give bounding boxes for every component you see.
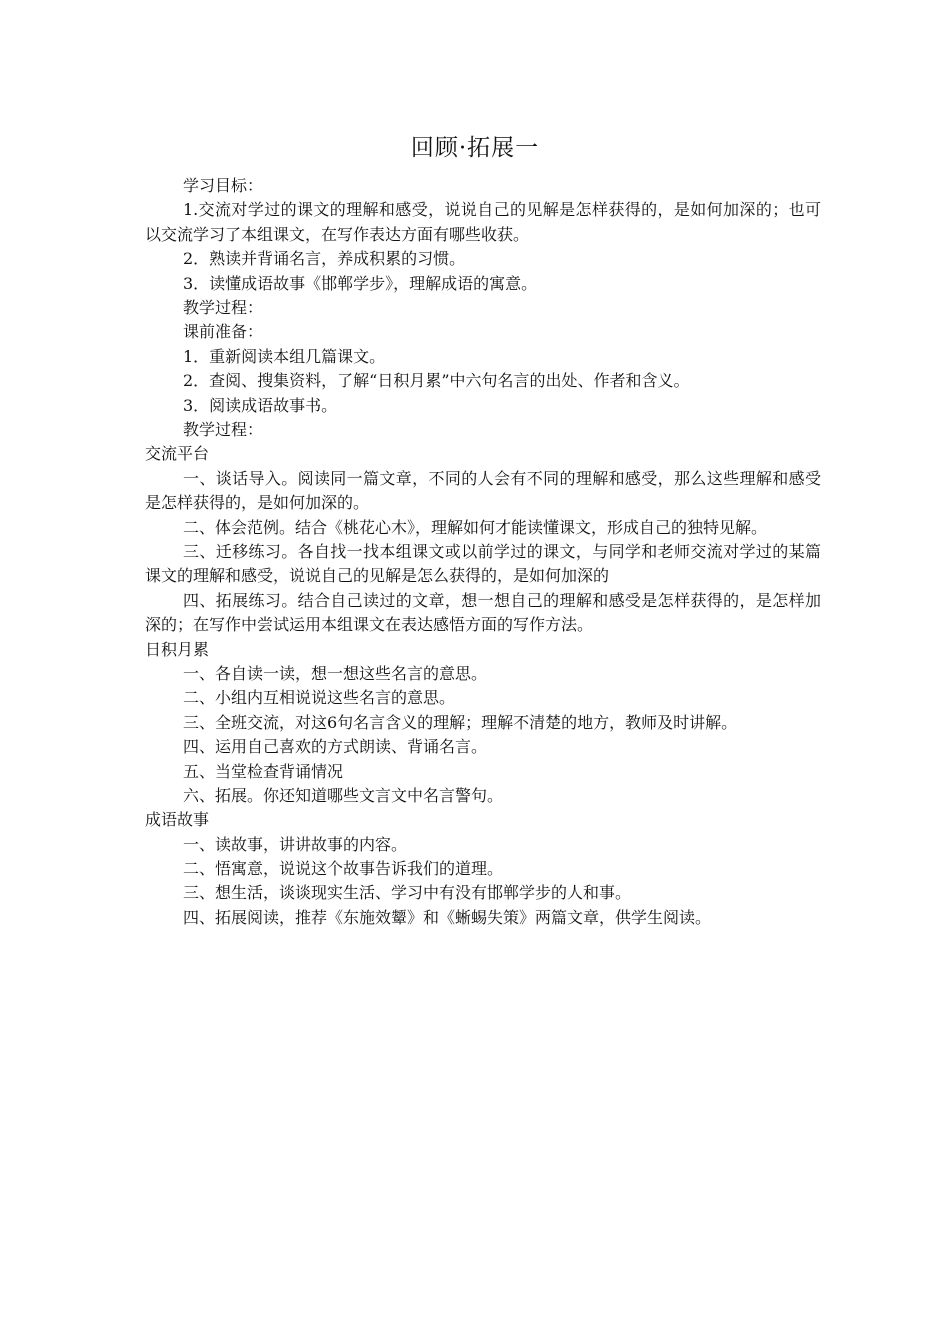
preparation-item-1: 1．重新阅读本组几篇课文。 [183, 346, 386, 366]
idiom-story-step-1: 一、读故事，讲讲故事的内容。 [183, 834, 408, 854]
exchange-step-4: 四、拓展练习。结合自己读过的文章，想一想自己的理解和感受是怎样获得的，是怎样加深的；在写作中尝试运用本组课文在表达感悟方面的写作方法。 [145, 590, 821, 635]
exchange-step-1: 一、谈话导入。阅读同一篇文章，不同的人会有不同的理解和感受，那么这些理解和感受是怎样获得的，是如何加深的。 [145, 468, 821, 513]
accumulation-step-3: 三、全班交流，对这6句名言含义的理解；理解不清楚的地方，教师及时讲解。 [183, 712, 738, 732]
accumulation-step-1: 一、各自读一读，想一想这些名言的意思。 [183, 663, 488, 683]
exchange-step-2: 二、体会范例。结合《桃花心木》，理解如何才能读懂课文，形成自己的独特见解。 [183, 517, 768, 537]
exchange-step-3: 三、迁移练习。各自找一找本组课文或以前学过的课文，与同学和老师交流对学过的某篇课文的理解和感受，说说自己的见解是怎么获得的，是如何加深的 [145, 541, 821, 586]
preparation-item-3: 3．阅读成语故事书。 [183, 395, 338, 415]
accumulation-step-6: 六、拓展。你还知道哪些文言文中名言警句。 [183, 785, 504, 805]
idiom-story-step-4: 四、拓展阅读，推荐《东施效颦》和《蜥蜴失策》两篇文章，供学生阅读。 [183, 907, 712, 927]
objective-item-1: 1.交流对学过的课文的理解和感受，说说自己的见解是怎样获得的，是如何加深的；也可以交流学习了本组课文，在写作表达方面有哪些收获。 [145, 200, 821, 244]
document-title: 回顾·拓展一 [410, 135, 540, 161]
idiom-story-step-3: 三、想生活，谈谈现实生活、学习中有没有邯郸学步的人和事。 [183, 883, 632, 903]
section-heading-idiom-story: 成语故事 [145, 810, 210, 830]
section-heading-accumulation: 日积月累 [145, 639, 210, 659]
accumulation-step-2: 二、小组内互相说说这些名言的意思。 [183, 688, 456, 708]
process-heading-2: 教学过程： [183, 419, 264, 439]
idiom-story-step-2: 二、悟寓意，说说这个故事告诉我们的道理。 [183, 859, 504, 879]
objective-item-3: 3．读懂成语故事《邯郸学步》，理解成语的寓意。 [183, 273, 538, 293]
objective-item-2: 2．熟读并背诵名言，养成积累的习惯。 [183, 249, 466, 269]
process-heading: 教学过程： [183, 297, 264, 317]
section-heading-exchange: 交流平台 [145, 444, 210, 464]
document-body [145, 174, 821, 930]
accumulation-step-5: 五、当堂检查背诵情况 [183, 761, 344, 781]
preparation-heading: 课前准备： [183, 322, 264, 342]
accumulation-step-4: 四、运用自己喜欢的方式朗读、背诵名言。 [183, 737, 488, 757]
objectives-heading: 学习目标： [183, 176, 264, 195]
preparation-item-2: 2．查阅、搜集资料，了解“日积月累”中六句名言的出处、作者和含义。 [183, 371, 690, 391]
